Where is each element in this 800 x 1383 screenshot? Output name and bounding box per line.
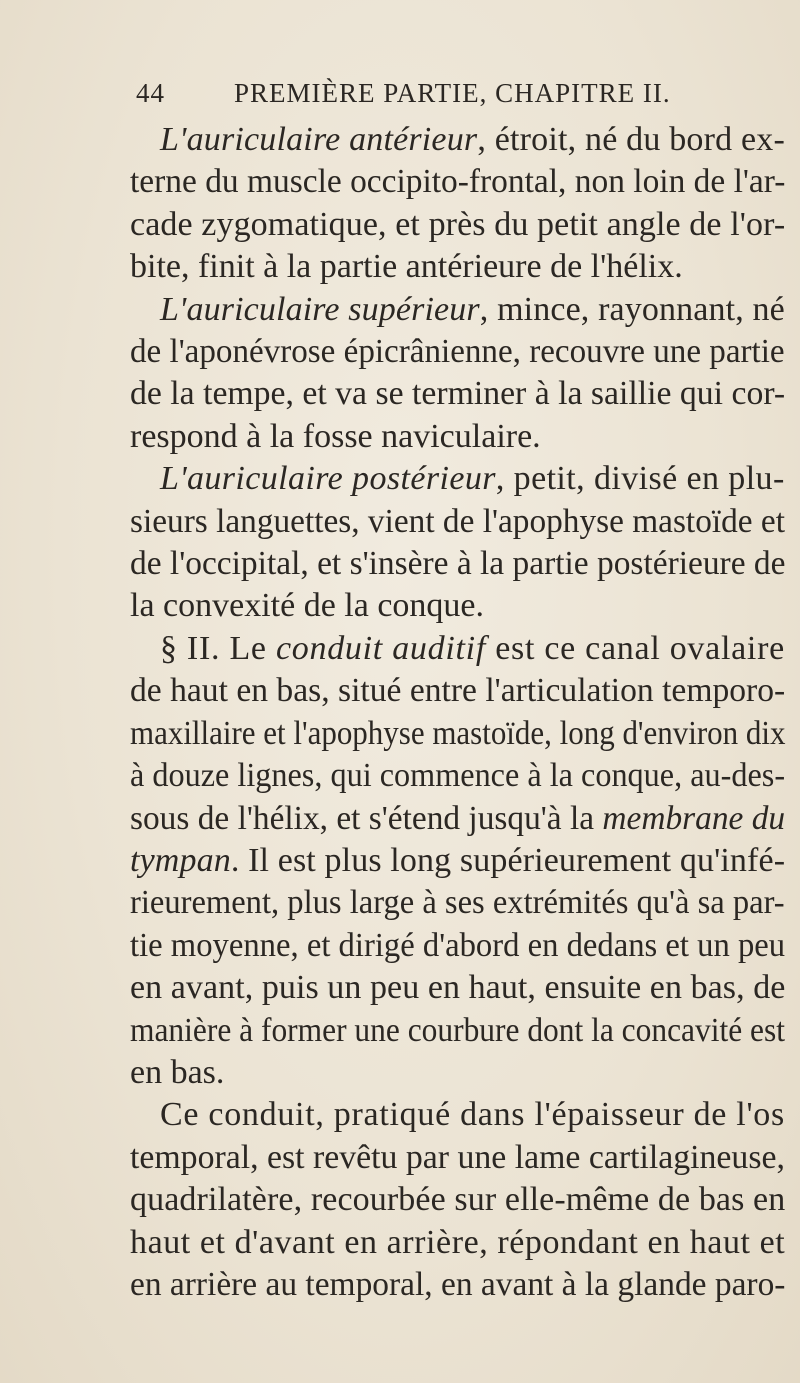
text-line xyxy=(130,544,785,584)
italic-term: L'auriculaire supérieur xyxy=(160,291,480,328)
italic-term: membrane du xyxy=(602,800,786,837)
text-line xyxy=(130,1223,785,1263)
text-run: quadrilatère, recourbée sur elle-même de bas en xyxy=(130,1181,786,1218)
text-line xyxy=(130,247,683,287)
text-run: manière à former une courbure dont la concavité est xyxy=(130,1012,785,1049)
text-line xyxy=(130,502,785,542)
text-line xyxy=(130,1180,785,1220)
text-run: de la tempe, et va se terminer à la saillie qui cor- xyxy=(130,375,786,412)
text-run: à douze lignes, qui commence à la conque, au-des- xyxy=(130,757,786,794)
text-run: . Il est plus long supérieurement qu'infé- xyxy=(230,842,786,879)
text-line xyxy=(130,1011,785,1051)
page-header xyxy=(136,78,736,114)
text-line xyxy=(130,968,785,1008)
text-line xyxy=(130,1138,785,1178)
text-line xyxy=(130,799,785,839)
text-line xyxy=(160,290,785,330)
text-run: en arrière au temporal, en avant à la glande paro- xyxy=(130,1266,786,1303)
text-line xyxy=(130,1053,224,1093)
text-run: de l'aponévrose épicrânienne, recouvre une partie xyxy=(130,333,785,370)
text-run: la convexité de la conque. xyxy=(130,587,485,624)
text-run: en avant, puis un peu en haut, ensuite en bas, de xyxy=(130,969,786,1006)
italic-term: L'auriculaire postérieur xyxy=(160,460,496,497)
text-line xyxy=(160,1095,785,1135)
text-line xyxy=(130,714,785,754)
text-run: , petit, divisé en plu- xyxy=(495,460,785,497)
text-line xyxy=(130,586,484,626)
text-run: respond à la fosse naviculaire. xyxy=(130,418,541,455)
page-number: 44 xyxy=(136,78,165,108)
text-run: sous de l'hélix, et s'étend jusqu'à la xyxy=(130,800,603,837)
text-line xyxy=(160,120,785,160)
text-line xyxy=(130,671,785,711)
text-line xyxy=(130,205,785,245)
text-line xyxy=(160,459,785,499)
italic-term: L'auriculaire antérieur xyxy=(160,121,478,158)
text-run: sieurs languettes, vient de l'apophyse mastoïde et xyxy=(130,503,785,540)
text-run: temporal, est revêtu par une lame cartilagineuse, xyxy=(130,1139,785,1176)
text-run: tie moyenne, et dirigé d'abord en dedans et un peu xyxy=(130,927,786,964)
italic-term: conduit auditif xyxy=(275,630,486,667)
text-run: de haut en bas, situé entre l'articulation temporo- xyxy=(130,672,786,709)
running-head: PREMIÈRE PARTIE, CHAPITRE II. xyxy=(234,78,671,108)
text-run: maxillaire et l'apophyse mastoïde, long d'environ dix xyxy=(130,715,786,752)
text-line xyxy=(130,332,785,372)
text-run: terne du muscle occipito-frontal, non loin de l'ar- xyxy=(130,163,786,200)
text-run: , étroit, né du bord ex- xyxy=(477,121,786,158)
text-line xyxy=(130,926,785,966)
text-line xyxy=(130,374,785,414)
text-run: bite, finit à la partie antérieure de l'hélix. xyxy=(130,248,683,285)
text-line xyxy=(130,417,541,457)
text-line xyxy=(130,883,785,923)
text-line xyxy=(130,162,785,202)
text-line xyxy=(160,629,785,669)
text-run: est ce canal ovalaire xyxy=(486,630,785,667)
text-run: de l'occipital, et s'insère à la partie postérieure de xyxy=(130,545,786,582)
text-run: Ce conduit, pratiqué dans l'épaisseur de l'os xyxy=(160,1096,785,1133)
text-run: en bas. xyxy=(130,1054,225,1091)
text-line xyxy=(130,1265,785,1305)
text-run: cade zygomatique, et près du petit angle de l'or- xyxy=(130,206,786,243)
text-run: rieurement, plus large à ses extrémités qu'à sa par- xyxy=(130,884,785,921)
text-line xyxy=(130,756,785,796)
text-run: , mince, rayonnant, né xyxy=(479,291,785,328)
italic-term: tympan xyxy=(130,842,231,879)
text-line xyxy=(130,841,785,881)
text-run: § II. Le xyxy=(160,630,276,667)
text-run: haut et d'avant en arrière, répondant en haut et xyxy=(130,1224,786,1261)
